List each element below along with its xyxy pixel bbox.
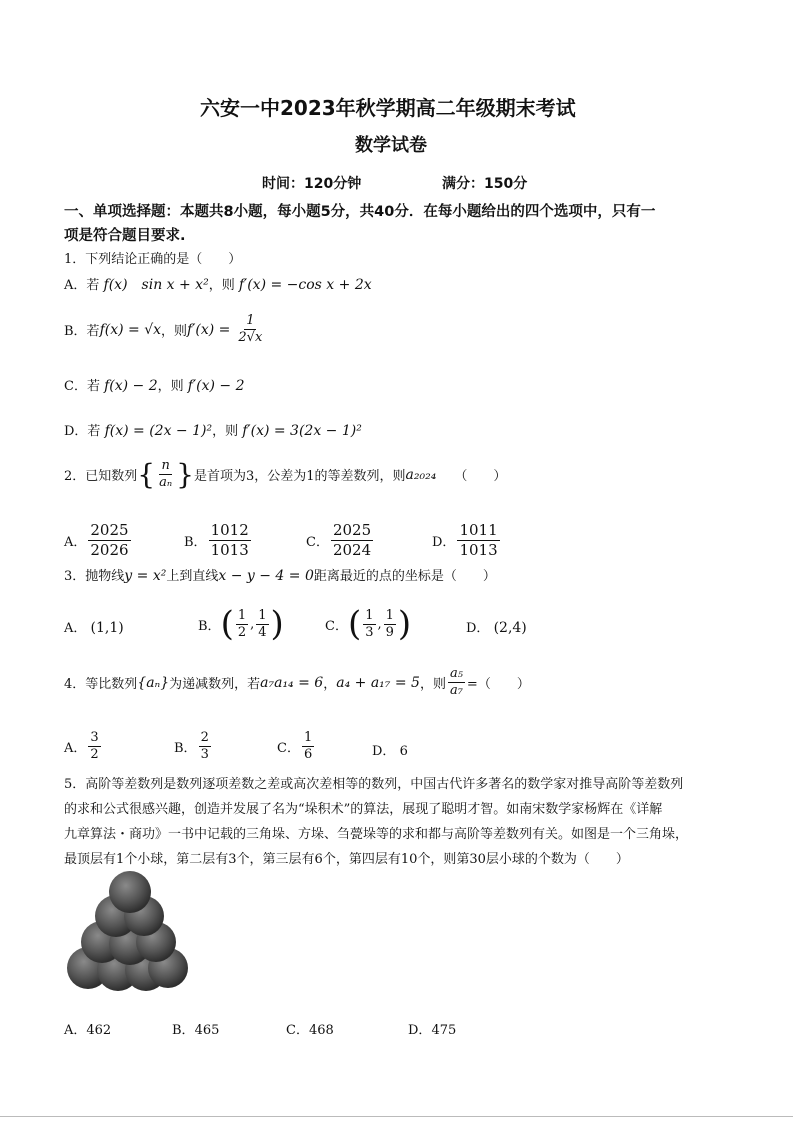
q2-left-brace: { — [137, 458, 156, 491]
q5-option-a — [64, 1019, 111, 1038]
q3-option-c-x-num: 1 — [365, 607, 374, 623]
q1-option-c-derivative: f′(x) − 2 — [187, 378, 245, 394]
q2-option-c-numerator: 2025 — [332, 521, 372, 539]
q5-option-c — [286, 1019, 334, 1038]
exam-full-score: 满分：150分 — [442, 176, 528, 192]
q3-option-a-label: A． — [64, 621, 87, 636]
q1-option-c-then: ，则 — [157, 379, 184, 394]
q2-option-a-fraction — [88, 521, 130, 560]
q2-option-c-fraction — [331, 521, 373, 560]
q4-option-b-label: B． — [174, 741, 197, 756]
q4-option-d — [372, 740, 408, 759]
q3-prefix: 3．抛物线 — [64, 569, 125, 584]
q3-option-c-left-paren: ( — [347, 604, 362, 644]
q4-ratio-denominator: a₇ — [449, 683, 463, 698]
q3-option-c-label: C． — [325, 618, 348, 634]
q4-option-d-label: D． — [372, 744, 396, 759]
q2-option-c-denominator: 2024 — [332, 541, 372, 559]
q2-fraction-denominator: aₙ — [159, 475, 173, 490]
q5-option-d — [408, 1019, 456, 1038]
q4-mid2: ，则 — [419, 677, 446, 692]
q4-option-a — [64, 730, 103, 763]
ball — [109, 871, 151, 913]
q3-option-b-label: B． — [198, 618, 221, 634]
section-heading-line1: 一、单项选择题：本题共8小题，每小题5分，共40分．在每小题给出的四个选项中，只有一 — [64, 204, 656, 220]
q3-option-b: B． ( $\frac{1}{2}$ , $\frac{1}{4}$ ) — [198, 604, 284, 644]
q3-option-c-right-paren: ) — [397, 604, 412, 644]
q4-mid1: 为递减数列，若 — [169, 677, 261, 692]
q3-line: x − y − 4 = 0 — [218, 568, 314, 584]
q4-option-c-label: C． — [277, 741, 300, 756]
q1-stem: 1．下列结论正确的是（ ） — [64, 252, 242, 267]
q4-option-a-fraction — [88, 730, 100, 763]
q2-option-a-label: A． — [64, 535, 87, 550]
q2-description: 是首项为3，公差为1的等差数列，则 — [193, 469, 406, 484]
q2-option-a — [64, 521, 133, 560]
q4-condition-sum: a₄ + a₁₇ = 5 — [336, 674, 420, 691]
q3-stem — [64, 565, 496, 584]
q3-option-b-y — [256, 608, 268, 641]
q5-text-line4: 最顶层有1个小球，第二层有3个，第三层有6个，第四层有10个，则第30层小球的个数为（ ） — [64, 852, 629, 867]
q5-option-a-label: A． — [64, 1023, 87, 1038]
q3-option-b-right-paren: ) — [270, 604, 284, 644]
exam-time: 时间：120分钟 — [262, 176, 362, 192]
q4-option-d-value: 6 — [399, 744, 408, 759]
q1-option-d — [64, 420, 362, 439]
q3-option-a — [64, 617, 124, 636]
q3-option-b-x-num: 1 — [237, 607, 247, 623]
q2-sequence-fraction — [157, 458, 174, 491]
q1-option-a-then: ，则 — [208, 278, 235, 293]
page-bottom-divider — [0, 1116, 793, 1117]
q4-option-b-fraction — [199, 730, 211, 763]
q3-option-b-x — [236, 608, 248, 641]
q1-option-d-prefix: D．若 — [64, 424, 101, 439]
q4-suffix: =（ ） — [466, 677, 530, 692]
q1-option-b-then: ，则 — [161, 324, 188, 339]
q3-option-d-label: D． — [466, 621, 490, 636]
q2-option-a-numerator: 2025 — [90, 521, 129, 539]
q1-option-d-then: ，则 — [212, 424, 239, 439]
q2-option-d-label: D． — [432, 535, 456, 550]
q5-option-b — [172, 1019, 219, 1038]
q4-option-c-numerator: 1 — [303, 730, 313, 745]
q1-option-c-prefix: C．若 — [64, 379, 100, 394]
q3-option-a-value: (1,1) — [90, 620, 124, 636]
q5-option-c-label: C． — [286, 1023, 309, 1038]
q3-option-d-value: (2,4) — [493, 620, 527, 636]
q5-option-b-value: 465 — [194, 1023, 220, 1038]
q4-prefix: 4．等比数列 — [64, 677, 138, 692]
q2-option-d-denominator: 1013 — [459, 541, 498, 559]
q2-right-brace: } — [176, 458, 194, 491]
q3-option-b-left-paren: ( — [220, 604, 234, 644]
q4-option-b-numerator: 2 — [200, 730, 209, 745]
q3-option-b-x-den: 2 — [237, 624, 247, 640]
q2-prefix: 2．已知数列 — [64, 469, 138, 484]
q2-option-b-denominator: 1013 — [210, 541, 249, 559]
q1-option-a — [64, 274, 372, 294]
q5-option-d-label: D． — [408, 1023, 432, 1038]
q1-option-a-function: f(x) sin x + x² — [103, 277, 209, 293]
q4-option-c — [277, 730, 316, 763]
q4-stem — [64, 666, 530, 699]
q4-ratio — [448, 666, 465, 699]
q1-option-a-derivative: f′(x) = −cos x + 2x — [238, 277, 372, 293]
q3-suffix: 距离最近的点的坐标是（ ） — [313, 569, 496, 584]
q5-text-line3: 九章算法・商功》一书中记载的三角垛、方垛、刍甍垛等的求和都与高阶等差数列有关。如图是一个三角垛， — [64, 827, 689, 842]
q2-target-term: a₂₀₂₄ — [405, 466, 437, 483]
q4-option-a-denominator: 2 — [90, 747, 99, 762]
q5-option-a-value: 462 — [86, 1023, 112, 1038]
q1-option-b-prefix: B．若 — [64, 324, 100, 339]
q5-option-d-value: 475 — [431, 1023, 457, 1038]
q2-stem — [64, 458, 506, 491]
q4-option-c-fraction — [302, 730, 314, 763]
q5-ball-pile-figure — [66, 870, 190, 992]
q2-option-b-label: B． — [184, 535, 207, 550]
q4-condition-product: a₇a₁₄ = 6 — [260, 674, 324, 691]
q1-option-c — [64, 375, 245, 394]
q1-option-d-function: f(x) = (2x − 1)² — [104, 423, 213, 439]
q2-option-d-fraction — [457, 521, 499, 560]
q2-option-c-label: C． — [306, 535, 329, 550]
q4-option-a-numerator: 3 — [90, 730, 99, 745]
q1-option-b — [64, 313, 266, 346]
q3-parabola: y = x² — [124, 568, 167, 584]
q4-option-a-label: A． — [64, 741, 87, 756]
q3-option-c-y-num: 1 — [385, 607, 394, 623]
q4-separator: ， — [323, 677, 337, 692]
q2-fraction-numerator: n — [161, 458, 170, 473]
q5-option-b-label: B． — [172, 1023, 195, 1038]
q1-option-c-function: f(x) − 2 — [104, 378, 158, 394]
q3-option-b-y-num: 1 — [258, 607, 267, 623]
q1-option-b-fraction — [236, 313, 264, 346]
q1-option-d-derivative: f′(x) = 3(2x − 1)² — [242, 423, 362, 439]
q5-text-line2: 的求和公式很感兴趣，创造并发展了名为“垛积术”的算法，展现了聪明才智。如南宋数学家杨辉在《详解 — [64, 802, 663, 817]
q1-option-b-derivative: f′(x) = — [187, 321, 231, 338]
q3-option-c-y-den: 9 — [385, 624, 394, 640]
q4-ratio-numerator: a₅ — [449, 666, 463, 681]
q3-option-b-y-den: 4 — [258, 624, 267, 640]
q3-option-c-x — [363, 608, 375, 641]
q1-option-b-denominator: 2√x — [238, 330, 263, 345]
q2-option-d-numerator: 1011 — [459, 521, 498, 539]
q2-answer-paren: （ ） — [454, 469, 507, 484]
q5-text-line1: 5．高阶等差数列是数列逐项差数之差或高次差相等的数列，中国古代许多著名的数学家对推导高阶等差数列 — [64, 777, 684, 792]
q2-option-c — [306, 521, 375, 560]
q2-option-b-numerator: 1012 — [210, 521, 249, 539]
q2-option-b — [184, 521, 253, 560]
q3-option-c: C． ( $\frac{1}{3}$ , $\frac{1}{9}$ ) — [325, 604, 412, 644]
subject-title: 数学试卷 — [355, 135, 427, 156]
section-heading-line2: 项是符合题目要求. — [64, 228, 186, 244]
q1-option-b-function: f(x) = √x — [99, 321, 162, 338]
q3-middle: 上到直线 — [166, 569, 219, 584]
q2-option-b-fraction — [209, 521, 251, 560]
q4-option-b-denominator: 3 — [200, 747, 209, 762]
q1-option-a-prefix: A．若 — [64, 278, 100, 293]
q4-sequence: {aₙ} — [137, 674, 170, 691]
q3-option-d — [466, 617, 527, 636]
exam-title: 六安一中2023年秋学期高二年级期末考试 — [200, 96, 576, 120]
q2-option-d — [432, 521, 502, 560]
q5-option-c-value: 468 — [308, 1023, 334, 1038]
q3-option-c-y — [384, 608, 396, 641]
q4-option-c-denominator: 6 — [303, 747, 313, 762]
q2-option-a-denominator: 2026 — [90, 541, 129, 559]
q3-option-c-x-den: 3 — [365, 624, 374, 640]
q4-option-b — [174, 730, 213, 763]
q1-option-b-numerator: 1 — [246, 313, 255, 328]
